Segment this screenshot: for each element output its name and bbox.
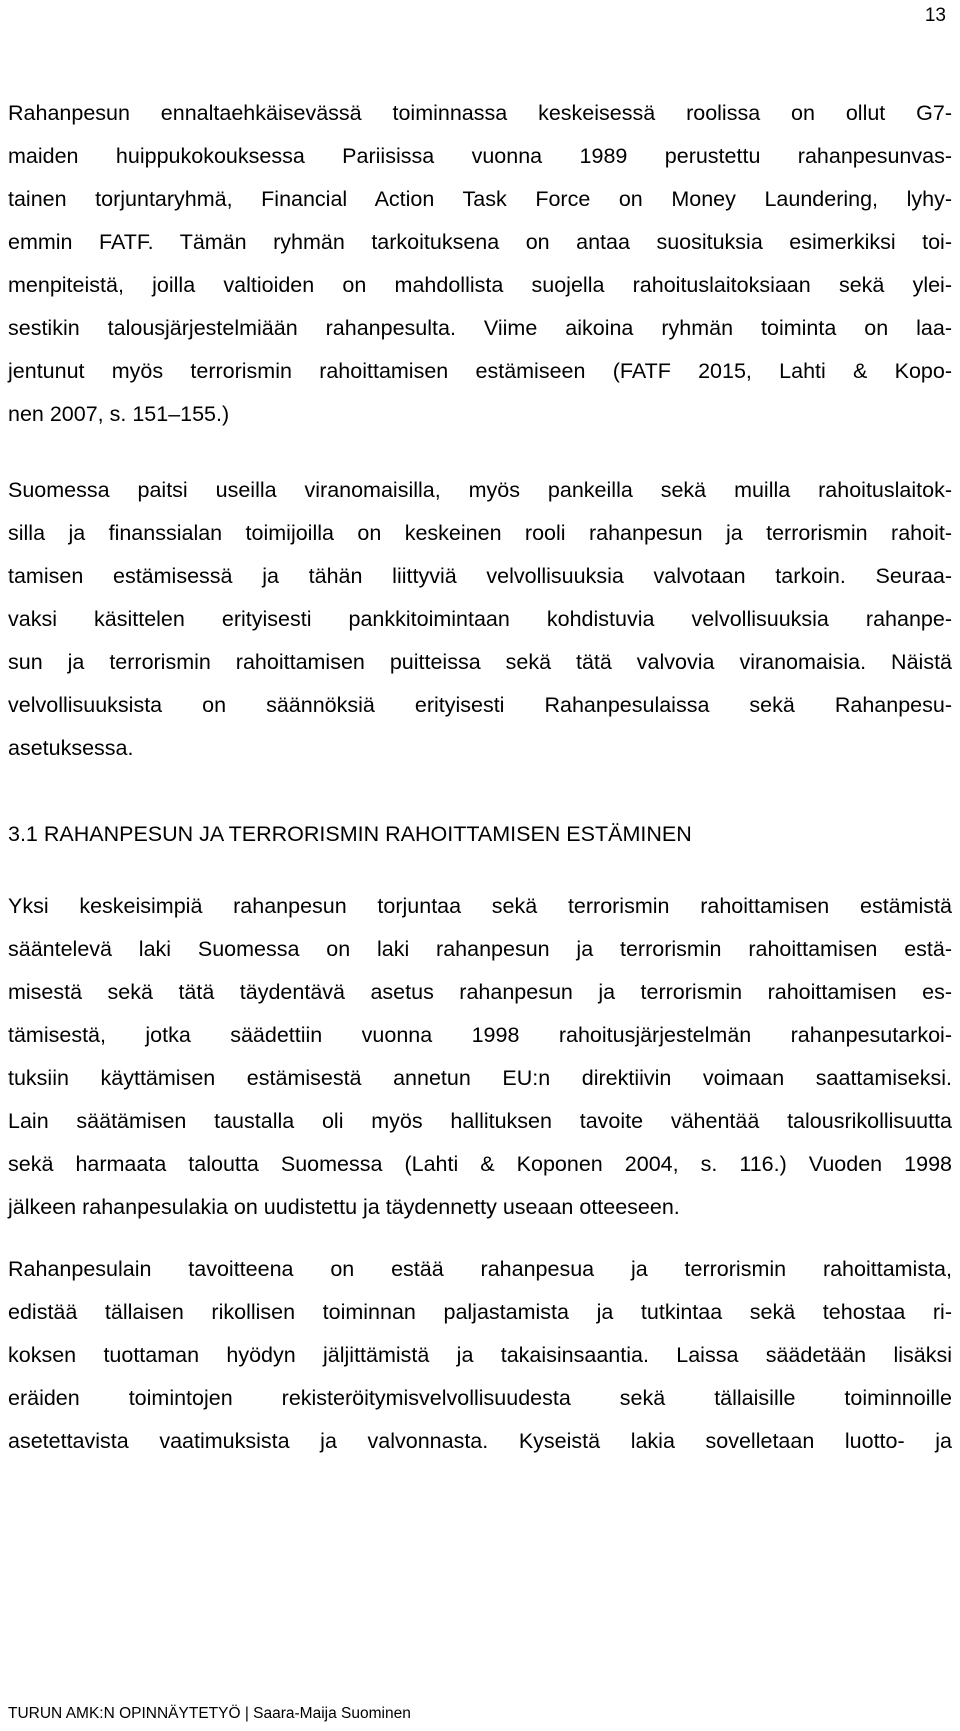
section-heading: 3.1 RAHANPESUN JA TERRORISMIN RAHOITTAMISEN ESTÄMINEN [8,822,692,846]
text-line: jentunut myös terrorismin rahoittamisen estämiseen (FATF 2015, Lahti & Kopo- [8,359,952,383]
page-number: 13 [924,5,946,26]
text-line: asetuksessa. [8,736,134,760]
text-line: menpiteistä, joilla valtioiden on mahdollista suojella rahoituslaitoksiaan sekä ylei- [8,273,952,297]
text-line: sääntelevä laki Suomessa on laki rahanpesun ja terrorismin rahoittamisen estä- [8,937,952,961]
text-line: sestikin talousjärjestelmiään rahanpesulta. Viime aikoina ryhmän toiminta on laa- [8,316,952,340]
text-line: silla ja finanssialan toimijoilla on keskeinen rooli rahanpesun ja terrorismin rahoit- [8,521,952,545]
text-line: tämisestä, jotka säädettiin vuonna 1998 rahoitusjärjestelmän rahanpesutarkoi- [8,1023,952,1047]
text-line: emmin FATF. Tämän ryhmän tarkoituksena on antaa suosituksia esimerkiksi toi- [8,230,952,254]
text-line: tamisen estämisessä ja tähän liittyviä velvollisuuksia valvotaan tarkoin. Seuraa- [8,564,952,588]
text-line: edistää tällaisen rikollisen toiminnan paljastamista ja tutkintaa sekä tehostaa ri- [8,1300,952,1324]
text-line: eräiden toimintojen rekisteröitymisvelvollisuudesta sekä tällaisille toiminnoille [8,1386,952,1410]
text-line: tuksiin käyttämisen estämisestä annetun EU:n direktiivin voimaan saattamiseksi. [8,1066,952,1090]
text-line: vaksi käsittelen erityisesti pankkitoimintaan kohdistuvia velvollisuuksia rahanpe- [8,607,952,631]
text-line: Rahanpesun ennaltaehkäisevässä toiminnassa keskeisessä roolissa on ollut G7- [8,101,952,125]
text-line: asetettavista vaatimuksista ja valvonnasta. Kyseistä lakia sovelletaan luotto- ja [8,1429,952,1453]
text-line: Lain säätämisen taustalla oli myös hallituksen tavoite vähentää talousrikollisuutta [8,1109,952,1133]
page-footer: TURUN AMK:N OPINNÄYTETYÖ | Saara-Maija Suominen [8,1705,411,1722]
text-line: jälkeen rahanpesulakia on uudistettu ja täydennetty useaan otteeseen. [8,1195,680,1219]
text-line: maiden huippukokouksessa Pariisissa vuonna 1989 perustettu rahanpesunvas- [8,144,952,168]
text-line: nen 2007, s. 151–155.) [8,402,230,426]
text-line: misestä sekä tätä täydentävä asetus rahanpesun ja terrorismin rahoittamisen es- [8,980,952,1004]
text-line: velvollisuuksista on säännöksiä erityisesti Rahanpesulaissa sekä Rahanpesu- [8,693,952,717]
text-line: Yksi keskeisimpiä rahanpesun torjuntaa sekä terrorismin rahoittamisen estämistä [8,894,952,918]
text-line: sun ja terrorismin rahoittamisen puitteissa sekä tätä valvovia viranomaisia. Näistä [8,650,952,674]
text-line: sekä harmaata taloutta Suomessa (Lahti & Koponen 2004, s. 116.) Vuoden 1998 [8,1152,952,1176]
text-line: tainen torjuntaryhmä, Financial Action Task Force on Money Laundering, lyhy- [8,187,952,211]
text-line: koksen tuottaman hyödyn jäljittämistä ja takaisinsaantia. Laissa säädetään lisäksi [8,1343,952,1367]
text-line: Suomessa paitsi useilla viranomaisilla, myös pankeilla sekä muilla rahoituslaitok- [8,478,952,502]
text-line: Rahanpesulain tavoitteena on estää rahanpesua ja terrorismin rahoittamista, [8,1257,952,1281]
